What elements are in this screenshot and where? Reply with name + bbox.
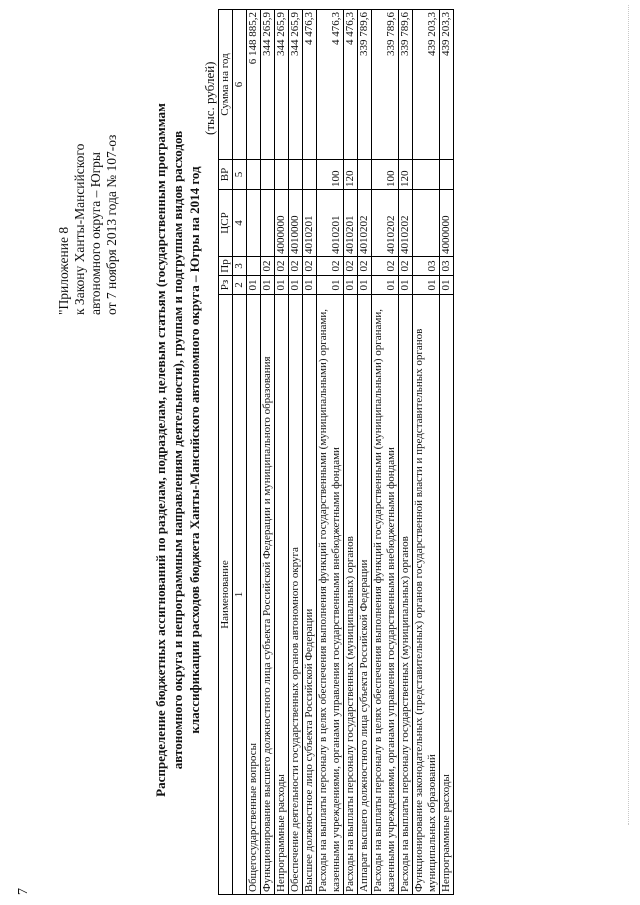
cell-csr: 4010202 [399,190,413,257]
cell-rz: 01 [358,276,372,295]
colnum-pr: 3 [233,257,247,276]
cell-sum: 339 789,6 [372,10,399,160]
cell-vr [358,160,372,190]
cell-rz: 01 [289,276,303,295]
document-title [152,50,203,850]
cell-sum: 339 789,6 [358,10,372,160]
cell-vr [261,160,275,190]
cell-sum: 344 265,9 [275,10,289,160]
cell-name: Расходы на выплаты персоналу в целях обеспечения выполнения функций государственными (муниципальными) органами, казенными учреждениями, органами управления государственными внебюджетными фондами [372,295,399,895]
table-row [317,10,344,895]
cell-pr: 02 [303,257,317,276]
title-line-1: Распределение бюджетных ассигнований по разделам, подразделам, целевым статьям (государственным программам [153,103,168,797]
cell-pr: 02 [261,257,275,276]
cell-csr: 4010000 [289,190,303,257]
cell-pr: 02 [344,257,358,276]
cell-csr [247,190,261,257]
units-label: (тыс. рублей) [202,61,217,135]
table-row [247,10,261,895]
annex-line-2: к Закону Ханты-Мансийского [72,143,87,315]
column-number-row [233,10,247,895]
colnum-csr: 4 [233,190,247,257]
cell-rz: 01 [303,276,317,295]
cell-vr: 120 [344,160,358,190]
cell-csr: 4010201 [303,190,317,257]
title-line-2: автономного округа и непрограммным направлениям деятельности), группам и подгруппам видов расходов [170,130,185,770]
annex-line-3: автономного округа – Югры [88,152,103,315]
header-sum: Сумма на год [219,10,233,160]
cell-rz: 01 [261,276,275,295]
cell-vr [413,160,440,190]
table-row [289,10,303,895]
table-row [399,10,413,895]
header-csr: ЦСР [219,190,233,257]
cell-csr: 4000000 [440,190,454,257]
cell-vr [247,160,261,190]
header-rz: Рз [219,276,233,295]
annex-header [56,25,120,315]
colnum-name: 1 [233,295,247,895]
cell-rz: 01 [344,276,358,295]
cell-rz: 01 [440,276,454,295]
cell-sum: 344 265,9 [261,10,275,160]
cell-name: Непрограммные расходы [275,295,289,895]
cell-rz: 01 [247,276,261,295]
table-row [275,10,289,895]
cell-vr: 100 [317,160,344,190]
colnum-rz: 2 [233,276,247,295]
cell-name: Расходы на выплаты персоналу государственных (муниципальных) органов [344,295,358,895]
cell-sum: 439 203,3 [413,10,440,160]
cell-rz: 01 [317,276,344,295]
cell-csr [413,190,440,257]
table-row [413,10,440,895]
cell-pr: 02 [399,257,413,276]
cell-name: Функционирование законодательных (представительных) органов государственной власти и представительных органов муниципальных образований [413,295,440,895]
table-header-row [219,10,233,895]
title-line-3: классификации расходов бюджета Ханты-Мансийского автономного округа – Югры на 2014 год [187,166,202,734]
cell-pr: 03 [440,257,454,276]
cell-csr: 4010202 [358,190,372,257]
cell-name: Обеспечение деятельности государственных органов автономного округа [289,295,303,895]
header-vr: ВР [219,160,233,190]
page-number: 7 [16,888,31,895]
cell-vr [275,160,289,190]
cell-rz: 01 [399,276,413,295]
cell-vr [440,160,454,190]
cell-pr: 03 [413,257,440,276]
cell-pr: 02 [317,257,344,276]
cell-vr [303,160,317,190]
cell-rz: 01 [275,276,289,295]
cell-name: Функционирование высшего должностного лица субъекта Российской Федерации и муниципального образования [261,295,275,895]
cell-pr: 02 [358,257,372,276]
cell-rz: 01 [372,276,399,295]
cell-csr: 4010201 [317,190,344,257]
cell-csr: 4010202 [372,190,399,257]
annex-line-4: от 7 ноября 2013 года № 107-оз [104,134,119,315]
budget-table [218,9,454,895]
cell-sum: 344 265,9 [289,10,303,160]
table-row [358,10,372,895]
cell-name: Общегосударственные вопросы [247,295,261,895]
table-row [440,10,454,895]
cell-sum: 4 476,3 [303,10,317,160]
cell-vr: 120 [399,160,413,190]
cell-csr [261,190,275,257]
cell-name: Высшее должностное лицо субъекта Российской Федерации [303,295,317,895]
header-pr: Пр [219,257,233,276]
cell-name: Расходы на выплаты персоналу в целях обеспечения выполнения функций государственными (муниципальными) органами, казенными учреждениями, органами управления государственными внебюджетными фондами [317,295,344,895]
cell-sum: 6 148 885,2 [247,10,261,160]
cell-sum: 439 203,3 [440,10,454,160]
cell-sum: 339 789,6 [399,10,413,160]
cell-csr: 4010201 [344,190,358,257]
cell-rz: 01 [413,276,440,295]
cell-pr: 02 [289,257,303,276]
table-row [303,10,317,895]
cell-sum: 4 476,3 [344,10,358,160]
annex-line-1: "Приложение 8 [56,226,71,315]
cell-name: Аппарат высшего должностного лица субъекта Российской Федерации [358,295,372,895]
header-name: Наименование [219,295,233,895]
cell-name: Непрограммные расходы [440,295,454,895]
cell-sum: 4 476,3 [317,10,344,160]
cell-csr: 4000000 [275,190,289,257]
cell-pr: 02 [372,257,399,276]
table-row [261,10,275,895]
cell-pr [247,257,261,276]
table-row [372,10,399,895]
colnum-vr: 5 [233,160,247,190]
cell-vr [289,160,303,190]
cell-name: Расходы на выплаты персоналу государственных (муниципальных) органов [399,295,413,895]
colnum-sum: 6 [233,10,247,160]
table-body [247,10,454,895]
cell-pr: 02 [275,257,289,276]
cell-vr: 100 [372,160,399,190]
scan-edge-line [628,5,629,825]
table-row [344,10,358,895]
